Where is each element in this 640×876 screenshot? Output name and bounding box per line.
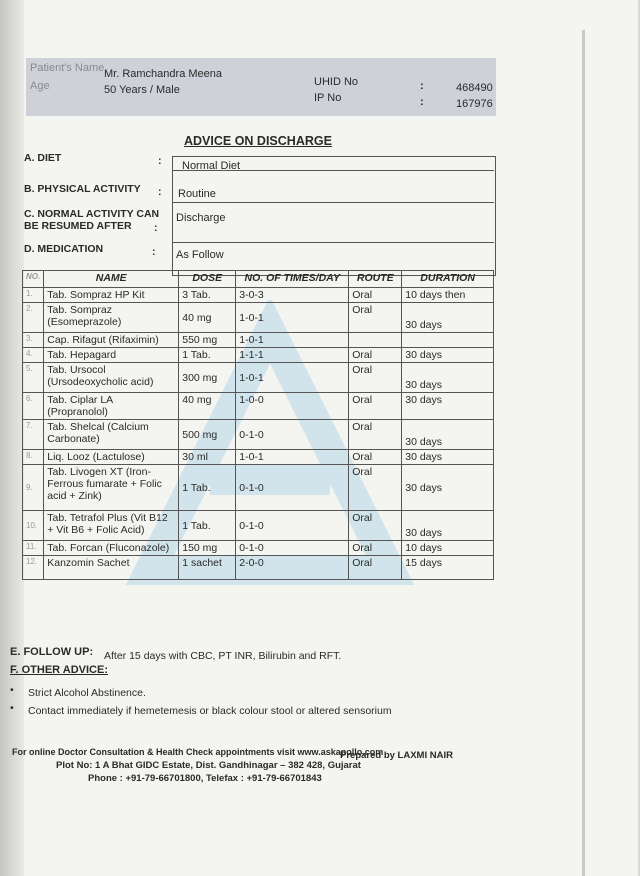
medicine-duration xyxy=(402,333,494,348)
medicine-duration: 30 days xyxy=(402,348,494,363)
prepared-by: Prepared by LAXMI NAIR xyxy=(340,750,453,761)
medicine-name: Cap. Rifagut (Rifaximin) xyxy=(44,333,179,348)
patient-age-label: Age xyxy=(30,80,50,92)
col-header-duration: DURATION xyxy=(402,271,494,288)
uhid-value: 468490 xyxy=(456,82,493,94)
row-number: 11. xyxy=(23,541,44,556)
diet-value: Normal Diet xyxy=(182,160,241,172)
medicine-times: 0-1-0 xyxy=(236,541,349,556)
table-row xyxy=(23,511,494,541)
medicine-times: 1-0-1 xyxy=(236,450,349,465)
medicine-dose: 500 mg xyxy=(179,420,236,450)
medicine-dose: 1 Tab. xyxy=(179,465,236,511)
medicine-times: 3-0-3 xyxy=(236,288,349,303)
uhid-label: UHID No xyxy=(314,76,359,88)
medicine-duration: 30 days xyxy=(402,511,494,541)
medicine-route: Oral xyxy=(349,541,402,556)
activity-value: Routine xyxy=(178,188,216,200)
medicine-duration: 10 days xyxy=(402,541,494,556)
row-number: 10. xyxy=(23,511,44,541)
bullet-icon: • xyxy=(10,684,14,696)
uhid-colon: : xyxy=(420,80,424,92)
row-number: 9. xyxy=(23,465,44,511)
normal-activity-label-1: C. NORMAL ACTIVITY CAN xyxy=(24,208,160,220)
table-row xyxy=(23,288,494,303)
medicine-duration: 10 days then xyxy=(402,288,494,303)
table-row xyxy=(23,363,494,393)
medicine-name: Tab. Sompraz (Esomeprazole) xyxy=(44,303,179,333)
ip-label: IP No xyxy=(314,92,342,104)
normal-activity-label-2: BE RESUMED AFTER xyxy=(24,220,132,232)
medicine-name: Tab. Livogen XT (Iron-Ferrous fumarate + Folic acid + Zink) xyxy=(44,465,179,511)
medicine-dose: 40 mg xyxy=(179,393,236,420)
medicine-dose: 300 mg xyxy=(179,363,236,393)
footer-line-2: Plot No: 1 A Bhat GIDC Estate, Dist. Gandhinagar – 382 428, Gujarat xyxy=(56,760,361,771)
row-number: 1. xyxy=(23,288,44,303)
col-header-dose: DOSE xyxy=(179,271,236,288)
medicine-duration: 30 days xyxy=(402,465,494,511)
medicine-dose: 1 sachet xyxy=(179,556,236,580)
footer-line-1: For online Doctor Consultation & Health Check appointments visit www.askapollo.com xyxy=(12,747,384,757)
advice-item: Strict Alcohol Abstinence. xyxy=(28,687,146,699)
table-row xyxy=(23,556,494,580)
patient-age-value: 50 Years / Male xyxy=(104,84,180,96)
follow-up-label: E. FOLLOW UP: xyxy=(10,646,94,658)
table-row xyxy=(23,541,494,556)
medicine-route: Oral xyxy=(349,465,402,511)
row-number: 2. xyxy=(23,303,44,333)
medicine-duration: 15 days xyxy=(402,556,494,580)
row-number: 6. xyxy=(23,393,44,420)
section-divider xyxy=(172,242,494,243)
medicine-dose: 550 mg xyxy=(179,333,236,348)
activity-label: B. PHYSICAL ACTIVITY xyxy=(24,183,141,195)
medicine-name: Tab. Hepagard xyxy=(44,348,179,363)
footer-line-3: Phone : +91-79-66701800, Telefax : +91-79-66701843 xyxy=(88,773,322,784)
medicine-route: Oral xyxy=(349,288,402,303)
medicine-name: Tab. Ciplar LA (Propranolol) xyxy=(44,393,179,420)
medicine-route: Oral xyxy=(349,363,402,393)
ip-colon: : xyxy=(420,96,424,108)
medicine-name: Tab. Forcan (Fluconazole) xyxy=(44,541,179,556)
medicine-name: Kanzomin Sachet xyxy=(44,556,179,580)
medicine-dose: 30 ml xyxy=(179,450,236,465)
normal-activity-colon: : xyxy=(154,222,158,234)
medicine-times: 1-0-1 xyxy=(236,333,349,348)
medicine-route: Oral xyxy=(349,511,402,541)
medicine-route: Oral xyxy=(349,393,402,420)
medicine-name: Tab. Sompraz HP Kit xyxy=(44,288,179,303)
medicine-duration: 30 days xyxy=(402,363,494,393)
row-number: 3. xyxy=(23,333,44,348)
activity-colon: : xyxy=(158,186,162,198)
medicine-duration: 30 days xyxy=(402,450,494,465)
medication-colon: : xyxy=(152,246,156,258)
medicine-times: 1-0-1 xyxy=(236,363,349,393)
medicine-dose: 3 Tab. xyxy=(179,288,236,303)
diet-label: A. DIET xyxy=(24,152,62,164)
section-divider xyxy=(172,202,494,203)
medicine-name: Tab. Ursocol (Ursodeoxycholic acid) xyxy=(44,363,179,393)
table-row xyxy=(23,348,494,363)
ip-value: 167976 xyxy=(456,98,493,110)
medicine-route: Oral xyxy=(349,450,402,465)
medicine-route: Oral xyxy=(349,348,402,363)
table-header-row xyxy=(23,271,494,288)
col-header-no: NO. xyxy=(23,271,44,288)
table-row xyxy=(23,465,494,511)
medicine-times: 0-1-0 xyxy=(236,420,349,450)
medicine-times: 2-0-0 xyxy=(236,556,349,580)
page-edge-shadow xyxy=(0,0,24,876)
medicine-name: Tab. Tetrafol Plus (Vit B12 + Vit B6 + Folic Acid) xyxy=(44,511,179,541)
col-header-route: ROUTE xyxy=(349,271,402,288)
medicine-route: Oral xyxy=(349,420,402,450)
page-title: ADVICE ON DISCHARGE xyxy=(184,134,332,148)
diet-colon: : xyxy=(158,155,162,167)
medicine-route: Oral xyxy=(349,556,402,580)
table-row xyxy=(23,303,494,333)
medicine-times: 0-1-0 xyxy=(236,465,349,511)
row-number: 5. xyxy=(23,363,44,393)
table-row xyxy=(23,393,494,420)
medicine-name: Tab. Shelcal (Calcium Carbonate) xyxy=(44,420,179,450)
table-row xyxy=(23,333,494,348)
medicine-dose: 1 Tab. xyxy=(179,348,236,363)
medicine-times: 1-0-1 xyxy=(236,303,349,333)
medicine-route xyxy=(349,333,402,348)
page-fold xyxy=(582,30,585,876)
medicine-route: Oral xyxy=(349,303,402,333)
medication-label: D. MEDICATION xyxy=(24,243,104,255)
follow-up-text: After 15 days with CBC, PT INR, Bilirubin and RFT. xyxy=(104,650,342,662)
normal-activity-value: Discharge xyxy=(176,212,226,224)
medicine-duration: 30 days xyxy=(402,393,494,420)
row-number: 7. xyxy=(23,420,44,450)
col-header-times: NO. OF TIMES/DAY xyxy=(236,271,349,288)
patient-name-value: Mr. Ramchandra Meena xyxy=(104,68,222,80)
medicine-dose: 150 mg xyxy=(179,541,236,556)
medicine-times: 1-1-1 xyxy=(236,348,349,363)
medicine-times: 1-0-0 xyxy=(236,393,349,420)
patient-name-label: Patient's Name xyxy=(30,62,105,74)
table-row xyxy=(23,450,494,465)
other-advice-label: F. OTHER ADVICE: xyxy=(10,664,108,676)
medicine-duration: 30 days xyxy=(402,303,494,333)
advice-item: Contact immediately if hemetemesis or black colour stool or altered sensorium xyxy=(28,705,392,717)
medication-value: As Follow xyxy=(176,249,224,261)
row-number: 12. xyxy=(23,556,44,580)
row-number: 8. xyxy=(23,450,44,465)
bullet-icon: • xyxy=(10,702,14,714)
medication-table xyxy=(22,270,494,580)
medicine-name: Liq. Looz (Lactulose) xyxy=(44,450,179,465)
medicine-dose: 40 mg xyxy=(179,303,236,333)
medicine-duration: 30 days xyxy=(402,420,494,450)
col-header-name: NAME xyxy=(44,271,179,288)
medicine-times: 0-1-0 xyxy=(236,511,349,541)
medicine-dose: 1 Tab. xyxy=(179,511,236,541)
table-row xyxy=(23,420,494,450)
row-number: 4. xyxy=(23,348,44,363)
